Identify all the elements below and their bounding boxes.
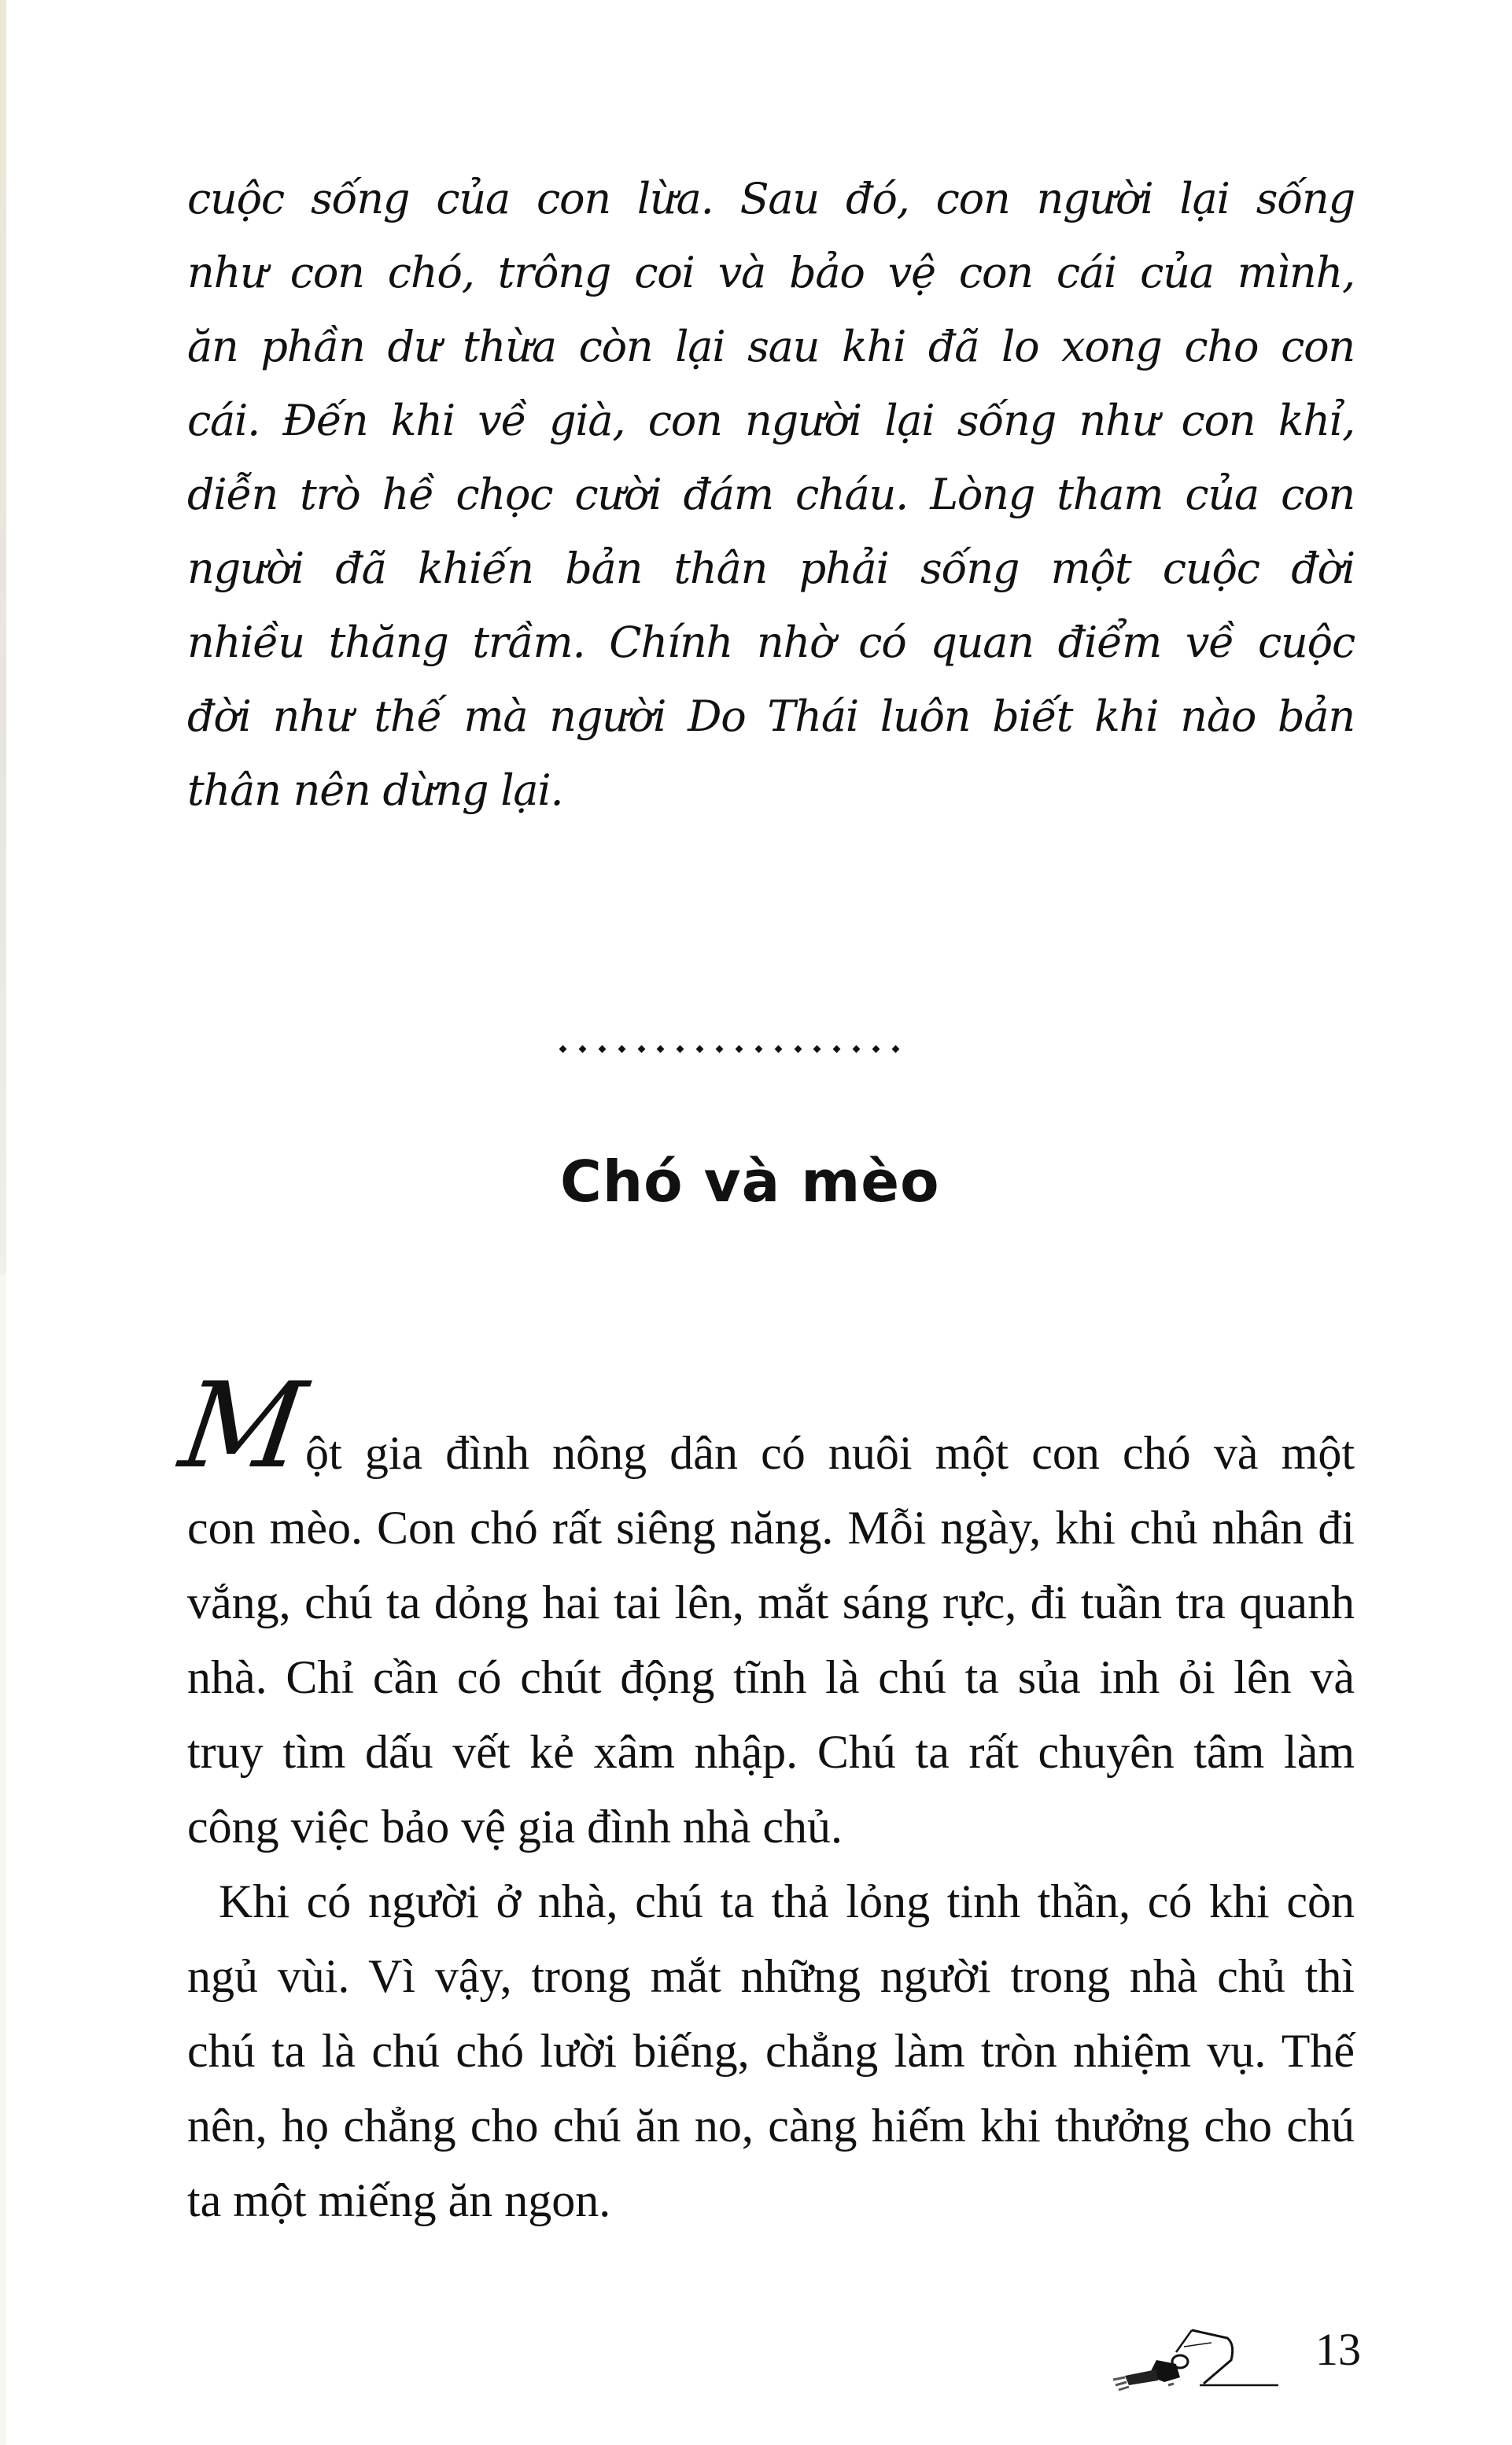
- separator-dot: [559, 1045, 567, 1053]
- chapter-body: [172, 1358, 1355, 2238]
- separator-dot: [716, 1045, 724, 1053]
- italic-line: người đã khiến bản thân phải sống một cuộc đời: [187, 544, 1355, 593]
- page-footer: [1101, 2321, 1361, 2392]
- italic-line: đời như thế mà người Do Thái luôn biết khi nào bản: [187, 691, 1355, 741]
- section-separator: [560, 1046, 898, 1052]
- separator-dot: [657, 1045, 665, 1053]
- reading-figure-icon: [1101, 2321, 1282, 2392]
- separator-dot: [637, 1045, 645, 1053]
- italic-passage: [187, 162, 1355, 828]
- separator-dot: [794, 1045, 802, 1053]
- italic-line: cuộc sống của con lừa. Sau đó, con người lại sống: [187, 174, 1355, 223]
- body-line: con mèo. Con chó rất siêng năng. Mỗi ngày, khi chủ nhân đi: [187, 1502, 1355, 1554]
- separator-dot: [578, 1045, 586, 1053]
- separator-dot: [677, 1045, 684, 1053]
- separator-dot: [853, 1045, 861, 1053]
- italic-line: cái. Đến khi về già, con người lại sống như con khỉ,: [187, 396, 1355, 445]
- drop-cap: M: [172, 1358, 313, 1495]
- separator-dot: [754, 1045, 762, 1053]
- separator-dot: [735, 1045, 743, 1053]
- paragraph-2: [187, 1864, 1355, 2238]
- body-line: công việc bảo vệ gia đình nhà chủ.: [187, 1801, 843, 1853]
- italic-line: nhiều thăng trầm. Chính nhờ có quan điểm về cuộc: [187, 618, 1355, 667]
- first-line: [172, 1358, 1355, 1495]
- page-edge-shadow: [0, 0, 6, 1274]
- body-line: ta một miếng ăn ngon.: [187, 2174, 611, 2226]
- italic-line: như con chó, trông coi và bảo vệ con cái của mình,: [187, 248, 1355, 297]
- body-line: Khi có người ở nhà, chú ta thả lỏng tinh thần, có khi còn: [219, 1875, 1355, 1927]
- body-line: nên, họ chẳng cho chú ăn no, càng hiếm khi thưởng cho chú: [187, 2100, 1355, 2152]
- separator-dot: [696, 1045, 704, 1053]
- italic-line: ăn phần dư thừa còn lại sau khi đã lo xong cho con: [187, 322, 1355, 371]
- body-line: ngủ vùi. Vì vậy, trong mắt những người trong nhà chủ thì: [187, 1950, 1355, 2002]
- body-line: vắng, chú ta dỏng hai tai lên, mắt sáng rực, đi tuần tra quanh: [187, 1577, 1355, 1628]
- body-line: nhà. Chỉ cần có chút động tĩnh là chú ta sủa inh ỏi lên và: [187, 1651, 1355, 1703]
- page-edge-shadow-lower: [0, 1274, 6, 2445]
- italic-line: thân nên dừng lại.: [187, 765, 563, 815]
- separator-dot: [774, 1045, 782, 1053]
- separator-dot: [618, 1045, 625, 1053]
- italic-line: diễn trò hề chọc cười đám cháu. Lòng tham của con: [187, 470, 1355, 519]
- separator-dot: [833, 1045, 841, 1053]
- separator-dot: [872, 1045, 880, 1053]
- body-line: truy tìm dấu vết kẻ xâm nhập. Chú ta rất chuyên tâm làm: [187, 1726, 1355, 1778]
- first-line-text: ột gia đình nông dân có nuôi một con chó và một: [305, 1427, 1355, 1479]
- separator-dot: [598, 1045, 606, 1053]
- chapter-title: Chó và mèo: [560, 1149, 940, 1215]
- paragraph-1: [172, 1358, 1355, 1864]
- separator-dot: [813, 1045, 821, 1053]
- separator-dot: [891, 1045, 899, 1053]
- page-number: 13: [1315, 2324, 1361, 2375]
- body-line: chú ta là chú chó lười biếng, chẳng làm tròn nhiệm vụ. Thế: [187, 2025, 1355, 2077]
